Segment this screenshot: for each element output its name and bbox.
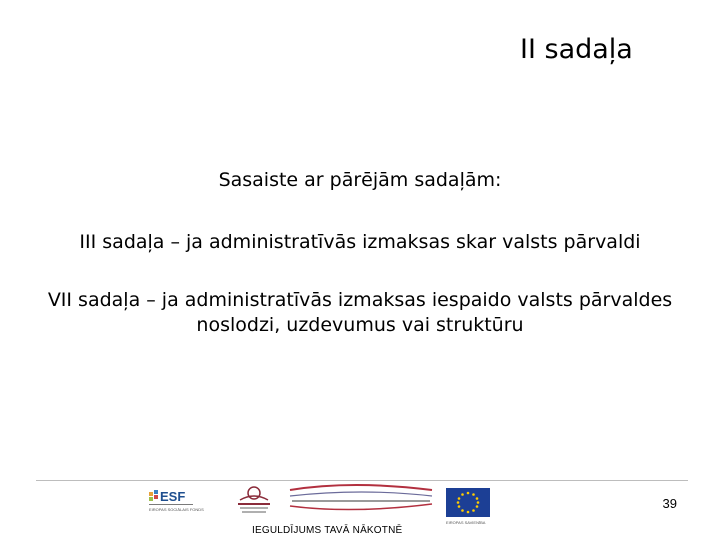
item-section-vii-line2: noslodzi, uzdevumus vai struktūru	[196, 314, 524, 336]
footer-slogan: IEGULDĪJUMS TAVĀ NĀKOTNĒ	[252, 525, 403, 536]
footer-divider	[36, 480, 688, 481]
item-section-iii: III sadaļa – ja administratīvās izmaksas skar valsts pārvaldi	[79, 231, 641, 253]
eu-flag-logo	[446, 488, 490, 525]
esf-logo-subtext: EIROPAS SOCIĀLAIS FONDS	[149, 507, 204, 512]
government-logo	[238, 487, 270, 513]
slide-title: II sadaļa	[520, 34, 633, 65]
esf-logo	[132, 484, 204, 526]
integration-fund-logo	[290, 485, 432, 510]
footer-logos	[132, 484, 502, 528]
page-number: 39	[662, 496, 677, 511]
eu-logo-subtext: EIROPAS SAVIENĪBA	[446, 520, 486, 525]
item-section-vii	[0, 288, 720, 338]
esf-logo-text: ESF	[160, 489, 186, 504]
intro-line: Sasaiste ar pārējām sadaļām:	[218, 169, 502, 191]
item-section-vii-line1: VII sadaļa – ja administratīvās izmaksas iespaido valsts pārvaldes	[47, 289, 673, 311]
